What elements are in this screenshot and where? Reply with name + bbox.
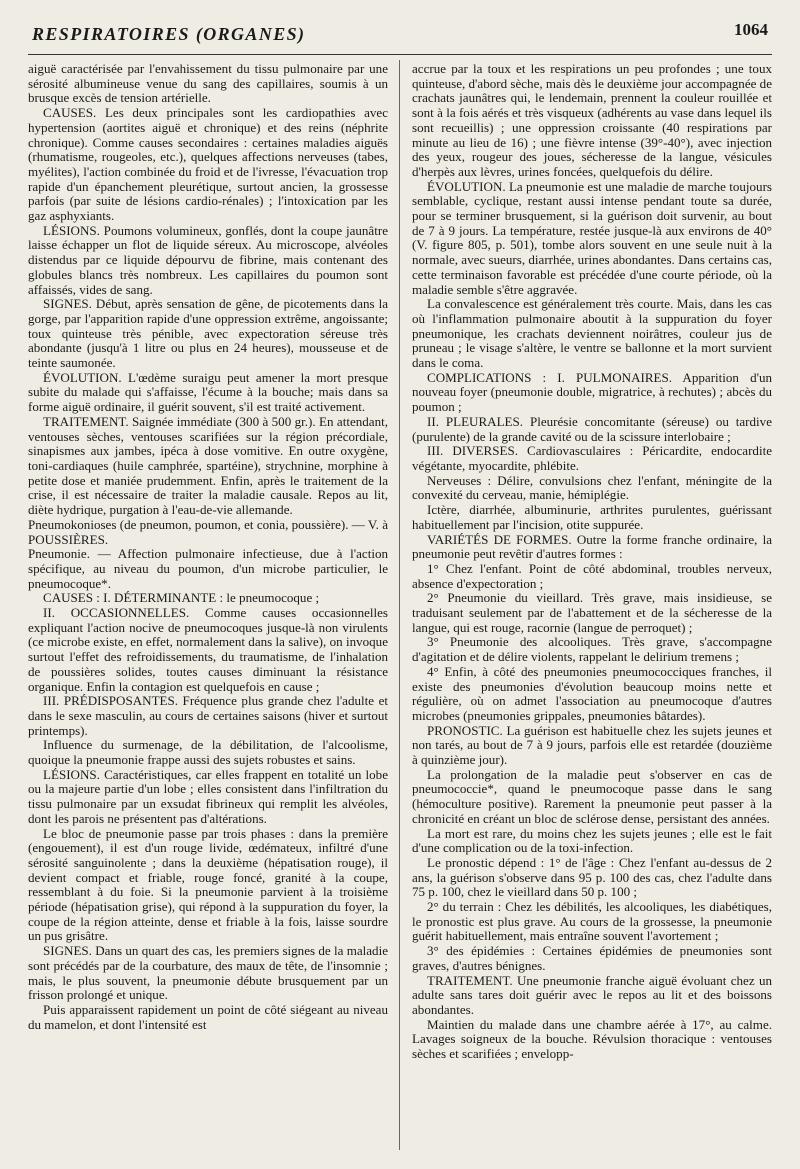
paragraph: 1° Chez l'enfant. Point de côté abdominal, troubles nerveux, absence d'expectoration ; [412, 560, 772, 591]
right-column [412, 62, 772, 1062]
paragraph: II. OCCASIONNELLES. Comme causes occasionnelles expliquant l'action nocive de pneumocoques jusque-là non virulents (ce microbe existe, en effet, normalement dans la salive), on invoque surtout l'effet des refroidissements, du traumatisme, de l'inhalation de poussières solides, toutes causes diminuant la résistance organique. Enfin la contagion est quelquefois en cause ; [28, 605, 388, 694]
paragraph: 3° Pneumonie des alcooliques. Très grave, s'accompagne d'agitation et de délire violents, rappelant le delirium tremens ; [412, 634, 772, 665]
paragraph: TRAITEMENT. Une pneumonie franche aiguë évoluant chez un adulte sans tares doit guérir avec le repos au lit et des boissons abondantes. [412, 972, 772, 1017]
paragraph: La convalescence est généralement très courte. Mais, dans les cas où l'inflammation pulmonaire aboutit à la suppuration du foyer pneumonique, les crachats deviennent noirâtres, couleur jus de pruneau ; le visage s'altère, le ventre se ballonne et la mort survient dans le coma. [412, 296, 772, 371]
paragraph: PRONOSTIC. La guérison est habituelle chez les sujets jeunes et non tarés, au bout de 7 à 9 jours, parfois elle est retardée (douzième à quinzième jour). [412, 722, 772, 768]
left-column [28, 62, 388, 1032]
running-title: RESPIRATOIRES (ORGANES) [32, 24, 306, 44]
paragraph: II. PLEURALES. Pleurésie concomitante (séreuse) ou tardive (purulente) de la grande cavité ou de la scissure interlobaire ; [412, 413, 772, 444]
paragraph: aiguë caractérisée par l'envahissement du tissu pulmonaire par une sérosité albumineuse venue du sang des capillaires, soumis à un brusque excès de tension artérielle. [28, 61, 388, 106]
paragraph: accrue par la toux et les respirations un peu profondes ; une toux quinteuse, d'abord sèche, mais dès le deuxième jour accompagnée de crachats jaunâtres qui, le lendemain, prennent la couleur rouillée et sont à la fois aérés et très visqueux (adhérents au vase dans lequel ils sont recueillis) ; une oppression croissante (40 respirations par minute au lieu de 16) ; une fièvre intense (39°-40°), avec injection des yeux, rougeur des joues, sécheresse de la langue, vésicules d'herpès aux lèvres, urines foncées, quelquefois du délire. [412, 61, 772, 179]
paragraph: TRAITEMENT. Saignée immédiate (300 à 500 gr.). En attendant, ventouses sèches, ventouses scarifiées sur la région précordiale, sinapismes aux jambes, ipéca à dose vomitive. En outre oxygène, toni-cardiaques (huile camphrée, spartéine), strychnine, morphine à petite dose et maniée prudemment. Enfin, après le traitement de la crise, il est nécessaire de traiter la maladie causale. Repos au lit, diète hydrique, purgation à l'eau-de-vie allemande. [28, 413, 388, 518]
paragraph: Puis apparaissent rapidement un point de côté siégeant au niveau du mamelon, et dont l'intensité est [28, 1002, 388, 1032]
paragraph: III. DIVERSES. Cardiovasculaires : Péricardite, endocardite végétante, myocardite, phlébite. [412, 443, 772, 473]
paragraph: COMPLICATIONS : I. PULMONAIRES. Apparition d'un nouveau foyer (pneumonie double, migratrice, à rechutes) ; abcès du poumon ; [412, 369, 772, 415]
paragraph: La mort est rare, du moins chez les sujets jeunes ; elle est le fait d'une complication ou de la toxi-infection. [412, 825, 772, 856]
paragraph: 4° Enfin, à côté des pneumonies pneumococciques franches, il existe des pneumonies d'évolution beaucoup moins nette et régulière, où on admet l'association au pneumocoque d'autres microbes (pneumonies grippales, pneumonies bâtardes). [412, 663, 772, 723]
entry-heading: Pneumonie. — Affection pulmonaire infectieuse, due à l'action spécifique, au niveau du poumon, d'un microbe particulier, le pneumocoque*. [28, 546, 388, 591]
paragraph: LÉSIONS. Caractéristiques, car elles frappent en totalité un lobe ou la majeure partie d'un lobe ; elles consistent dans l'infiltration du tissu pulmonaire par un exsudat fibrineux qui remplit les alvéoles, dont les parois ne présentent pas d'altérations. [28, 766, 388, 826]
paragraph: III. PRÉDISPOSANTES. Fréquence plus grande chez l'adulte et dans le sexe masculin, au cours de certaines saisons (hiver et surtout printemps). [28, 693, 388, 738]
paragraph: CAUSES : I. DÉTERMINANTE : le pneumocoque ; [43, 590, 320, 606]
paragraph: 2° Pneumonie du vieillard. Très grave, mais insidieuse, se traduisant seulement par de l'abattement et de la sécheresse de la langue, qui est rouge, racornie (langue de perroquet) ; [412, 590, 772, 635]
column-divider [399, 60, 400, 1150]
paragraph: Maintien du malade dans une chambre aérée à 17°, au calme. Lavages soigneux de la bouche. Révulsion thoracique : ventouses sèches et scarifiées ; envelopp- [412, 1016, 772, 1062]
paragraph: 2° du terrain : Chez les débilités, les alcooliques, les diabétiques, le pronostic est plus grave. Au cours de la grossesse, la pneumonie guérit habituellement, mais entraîne souvent l'avortement ; [412, 899, 772, 944]
paragraph: Le bloc de pneumonie passe par trois phases : dans la première (engouement), il est d'un rouge livide, œdémateux, infiltré d'une sérosité sanguinolente ; dans la deuxième (hépatisation rouge), il devient compact et friable, rouge foncé, granité à la coupe, ressemblant à du foie. Si la pneumonie parvient à la troisième période (hépatisation grise), qui répond à la suppuration du foyer, la coupe de la région atteinte, dense et friable à la fois, laisse sourdre un pus grisâtre. [28, 825, 388, 944]
paragraph: LÉSIONS. Poumons volumineux, gonflés, dont la coupe jaunâtre laisse échapper un flot de liquide séreux. Au microscope, alvéoles distendus par ce liquide dépourvu de fibrine, mais contenant des globules blancs très nombreux. Les capillaires du poumon sont affaissés, vides de sang. [28, 222, 388, 297]
paragraph: Influence du surmenage, de la débilitation, de l'alcoolisme, quoique la pneumonie frappe aussi des sujets robustes et sains. [28, 737, 388, 768]
paragraph: Ictère, diarrhée, albuminurie, arthrites purulentes, guérissant habituellement par l'incision, otite suppurée. [412, 502, 772, 532]
paragraph: ÉVOLUTION. L'œdème suraigu peut amener la mort presque subite du malade qui s'affaisse, l'écume à la bouche; mais dans sa forme aiguë ordinaire, il guérit souvent, s'il est traité activement. [28, 369, 388, 415]
entry-heading: Pneumokonioses (de pneumon, poumon, et conia, poussière). — V. à POUSSIÈRES. [28, 516, 388, 547]
paragraph: ÉVOLUTION. La pneumonie est une maladie de marche toujours semblable, cyclique, restant aussi intense pendant toute sa durée, pour se terminer brusquement, si la guérison doit survenir, au bout de 7 à 9 jours. La température, restée jusque-là aux environs de 40° (V. figure 805, p. 501), tombe alors souvent en une seule nuit à la normale, avec sueurs, diarrhée, urines abondantes. Dans certains cas, cette terminaison favorable est précédée d'une courte période, où la maladie semble s'être aggravée. [412, 178, 772, 297]
page-number: 1064 [734, 20, 768, 39]
page-header [28, 14, 772, 55]
paragraph: CAUSES. Les deux principales sont les cardiopathies avec hypertension (aortites aiguë et chronique) et des reins (néphrite chronique). Comme causes secondaires : certaines maladies aiguës (rhumatisme, rougeoles, etc.), quelques affections nerveuses (tabes, myélites), l'action combinée du froid et de l'ivresse, l'évacuation trop rapide d'un épanchement pleurétique, surtout ancien, la grossesse parfois (par suite de lésions cardio-rénales) ; l'intoxication par les gaz asphyxiants. [28, 105, 388, 224]
paragraph: Le pronostic dépend : 1° de l'âge : Chez l'enfant au-dessus de 2 ans, la guérison s'observe dans 95 p. 100 des cas, chez l'adulte dans 75 p. 100, chez le vieillard dans 50 p. 100 ; [412, 854, 772, 900]
paragraph: La prolongation de la maladie peut s'observer en cas de pneumococcie*, quand le pneumocoque passe dans le sang (hémoculture positive). Rarement la pneumonie peut passer à la chronicité en créant un bloc de sclérose dense, persistant des années. [412, 766, 772, 826]
paragraph: SIGNES. Dans un quart des cas, les premiers signes de la maladie sont précédés par de la courbature, des maux de tête, de l'insomnie ; mais, le plus souvent, la pneumonie débute brusquement par un frisson prolongé et unique. [28, 943, 388, 1003]
paragraph: Nerveuses : Délire, convulsions chez l'enfant, méningite de la convexité du cerveau, manie, hémiplégie. [412, 472, 772, 503]
paragraph: VARIÉTÉS DE FORMES. Outre la forme franche ordinaire, la pneumonie peut revêtir d'autres formes : [412, 531, 772, 562]
paragraph: 3° des épidémies : Certaines épidémies de pneumonies sont graves, d'autres bénignes. [412, 943, 772, 973]
paragraph: SIGNES. Début, après sensation de gêne, de picotements dans la gorge, par l'apparition rapide d'une oppression extrême, angoissante; toux quinteuse très pénible, avec expectoration séreuse très abondante (jusqu'à 1 litre ou plus en 24 heures), mousseuse et de teinte saumonée. [28, 296, 388, 371]
